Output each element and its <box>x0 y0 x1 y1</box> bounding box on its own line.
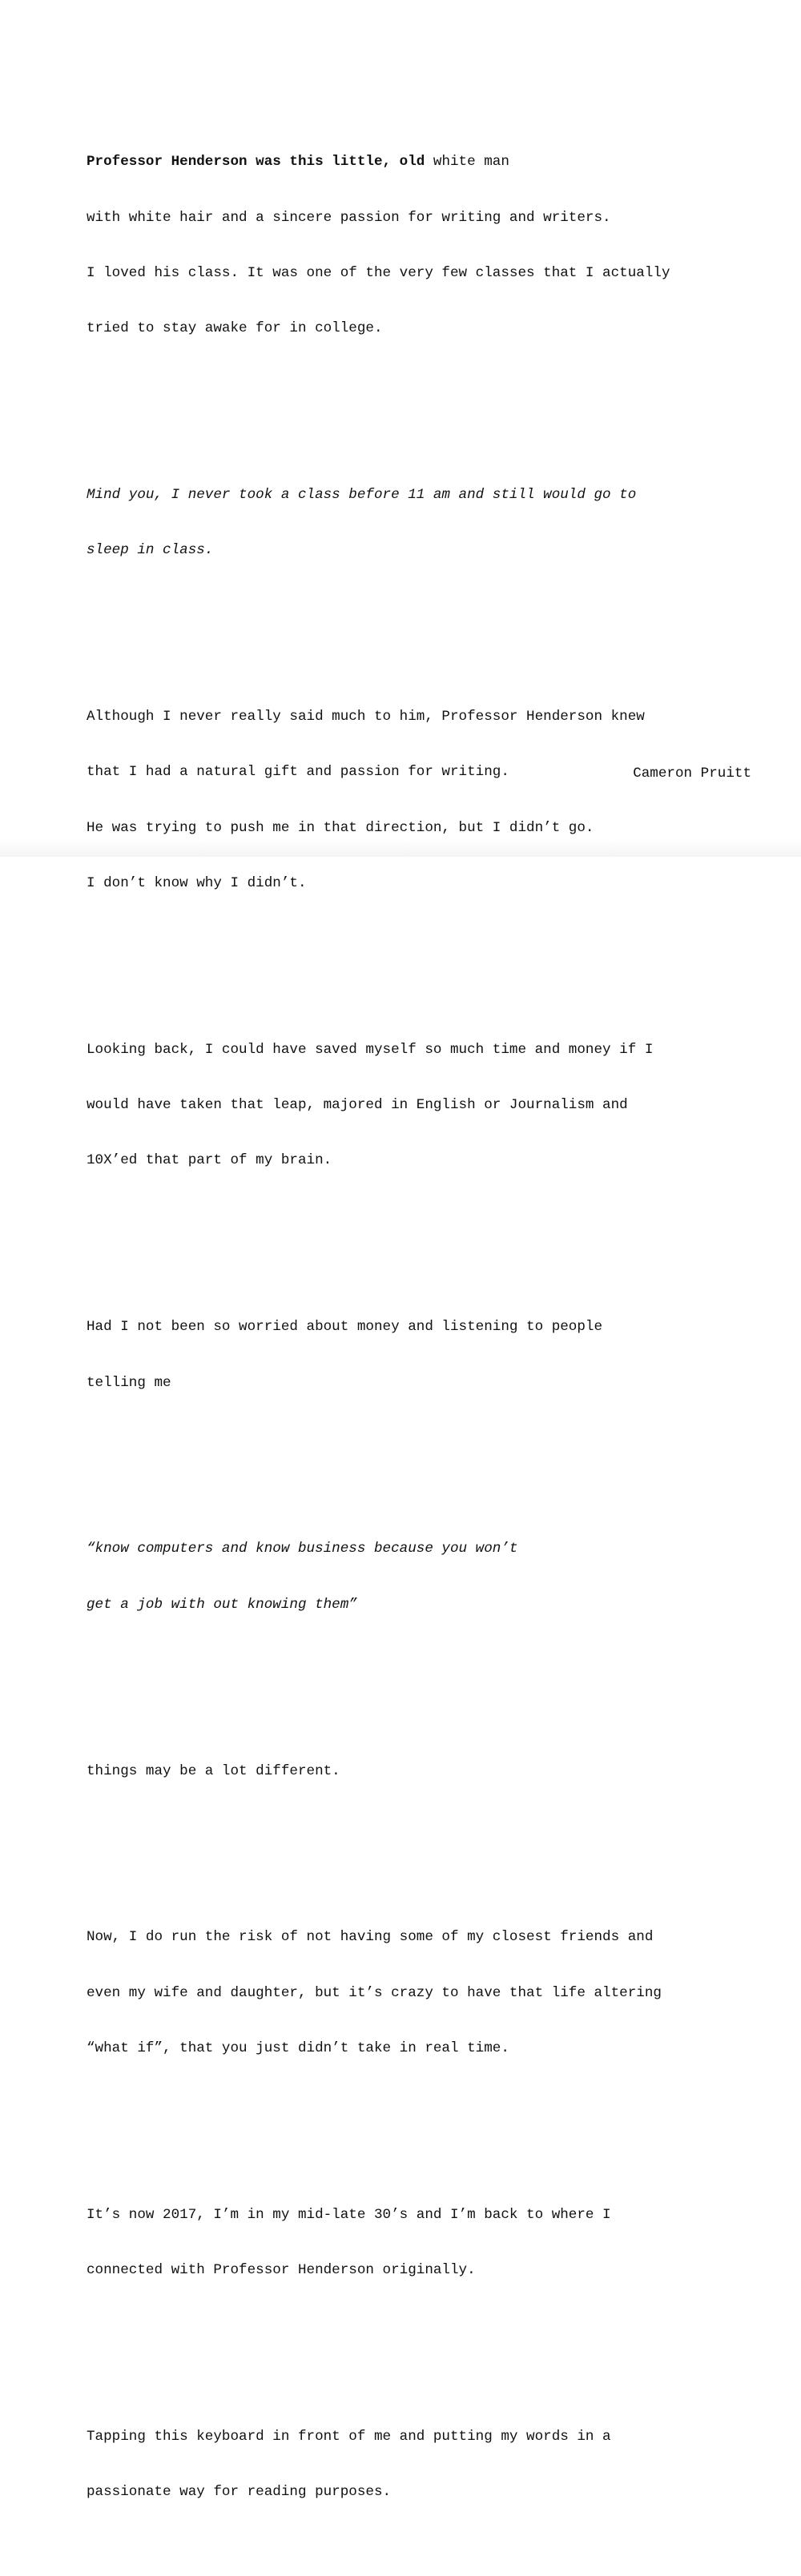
paragraph-line: I loved his class. It was one of the very few classes that I actually <box>87 264 670 281</box>
paragraph-line: 10X’ed that part of my brain. <box>87 1152 332 1169</box>
paragraph-risk <box>87 1891 775 2095</box>
paragraph-aside <box>87 449 775 597</box>
quote-block <box>87 1503 775 1651</box>
paragraph-different <box>87 1725 775 1817</box>
paragraph-line: Now, I do run the risk of not having some of my closest friends and <box>87 1929 654 1946</box>
paragraph-line: Mind you, I never took a class before 11 am and still would go to <box>87 487 637 504</box>
paragraph-line: would have taken that leap, majored in English or Journalism and <box>87 1097 628 1114</box>
paragraph-worried <box>87 1281 775 1429</box>
paragraph-line: connected with Professor Henderson originally. <box>87 2262 476 2279</box>
paragraph-line: Had I not been so worried about money and listening to people <box>87 1319 603 1336</box>
paragraph-line <box>87 153 775 171</box>
paragraph-intro <box>87 116 775 375</box>
paragraph-tapping <box>87 2391 775 2539</box>
paragraph-line: I don’t know why I didn’t. <box>87 875 307 892</box>
author-signature: Cameron Pruitt <box>633 766 751 782</box>
paragraph-looking-back <box>87 1004 775 1208</box>
paragraph-line: “what if”, that you just didn’t take in real time. <box>87 2040 509 2056</box>
paragraph-line: telling me <box>87 1374 171 1391</box>
quote-line: get a job with out knowing them” <box>87 1596 357 1613</box>
paragraph-line: Looking back, I could have saved myself so much time and money if I <box>87 1041 654 1058</box>
paragraph-line: He was trying to push me in that direction, but I didn’t go. <box>87 819 594 836</box>
bold-lead-text: Professor Henderson was this little, old <box>87 154 425 171</box>
paragraph-line: that I had a natural gift and passion for writing. <box>87 764 509 781</box>
page-bottom-edge <box>0 839 801 857</box>
paragraph-line: sleep in class. <box>87 542 214 559</box>
paragraph-line: with white hair and a sincere passion for writing and writers. <box>87 209 611 226</box>
paragraph-line: even my wife and daughter, but it’s crazy to have that life altering <box>87 1984 662 2001</box>
paragraph-line: Although I never really said much to him, Professor Henderson knew <box>87 709 645 725</box>
paragraph-line: tried to stay awake for in college. <box>87 320 383 337</box>
paragraph-line: passionate way for reading purposes. <box>87 2484 392 2501</box>
paragraph-gift <box>87 671 775 930</box>
paragraph-line: It’s now 2017, I’m in my mid-late 30’s and I’m back to where I <box>87 2206 611 2223</box>
lead-line-rest: white man <box>425 154 509 171</box>
document-body <box>87 79 775 2576</box>
quote-line: “know computers and know business because you won’t <box>87 1541 518 1557</box>
paragraph-line: Tapping this keyboard in front of me and putting my words in a <box>87 2428 611 2445</box>
paragraph-now <box>87 2169 775 2317</box>
paragraph-line: things may be a lot different. <box>87 1762 340 1779</box>
